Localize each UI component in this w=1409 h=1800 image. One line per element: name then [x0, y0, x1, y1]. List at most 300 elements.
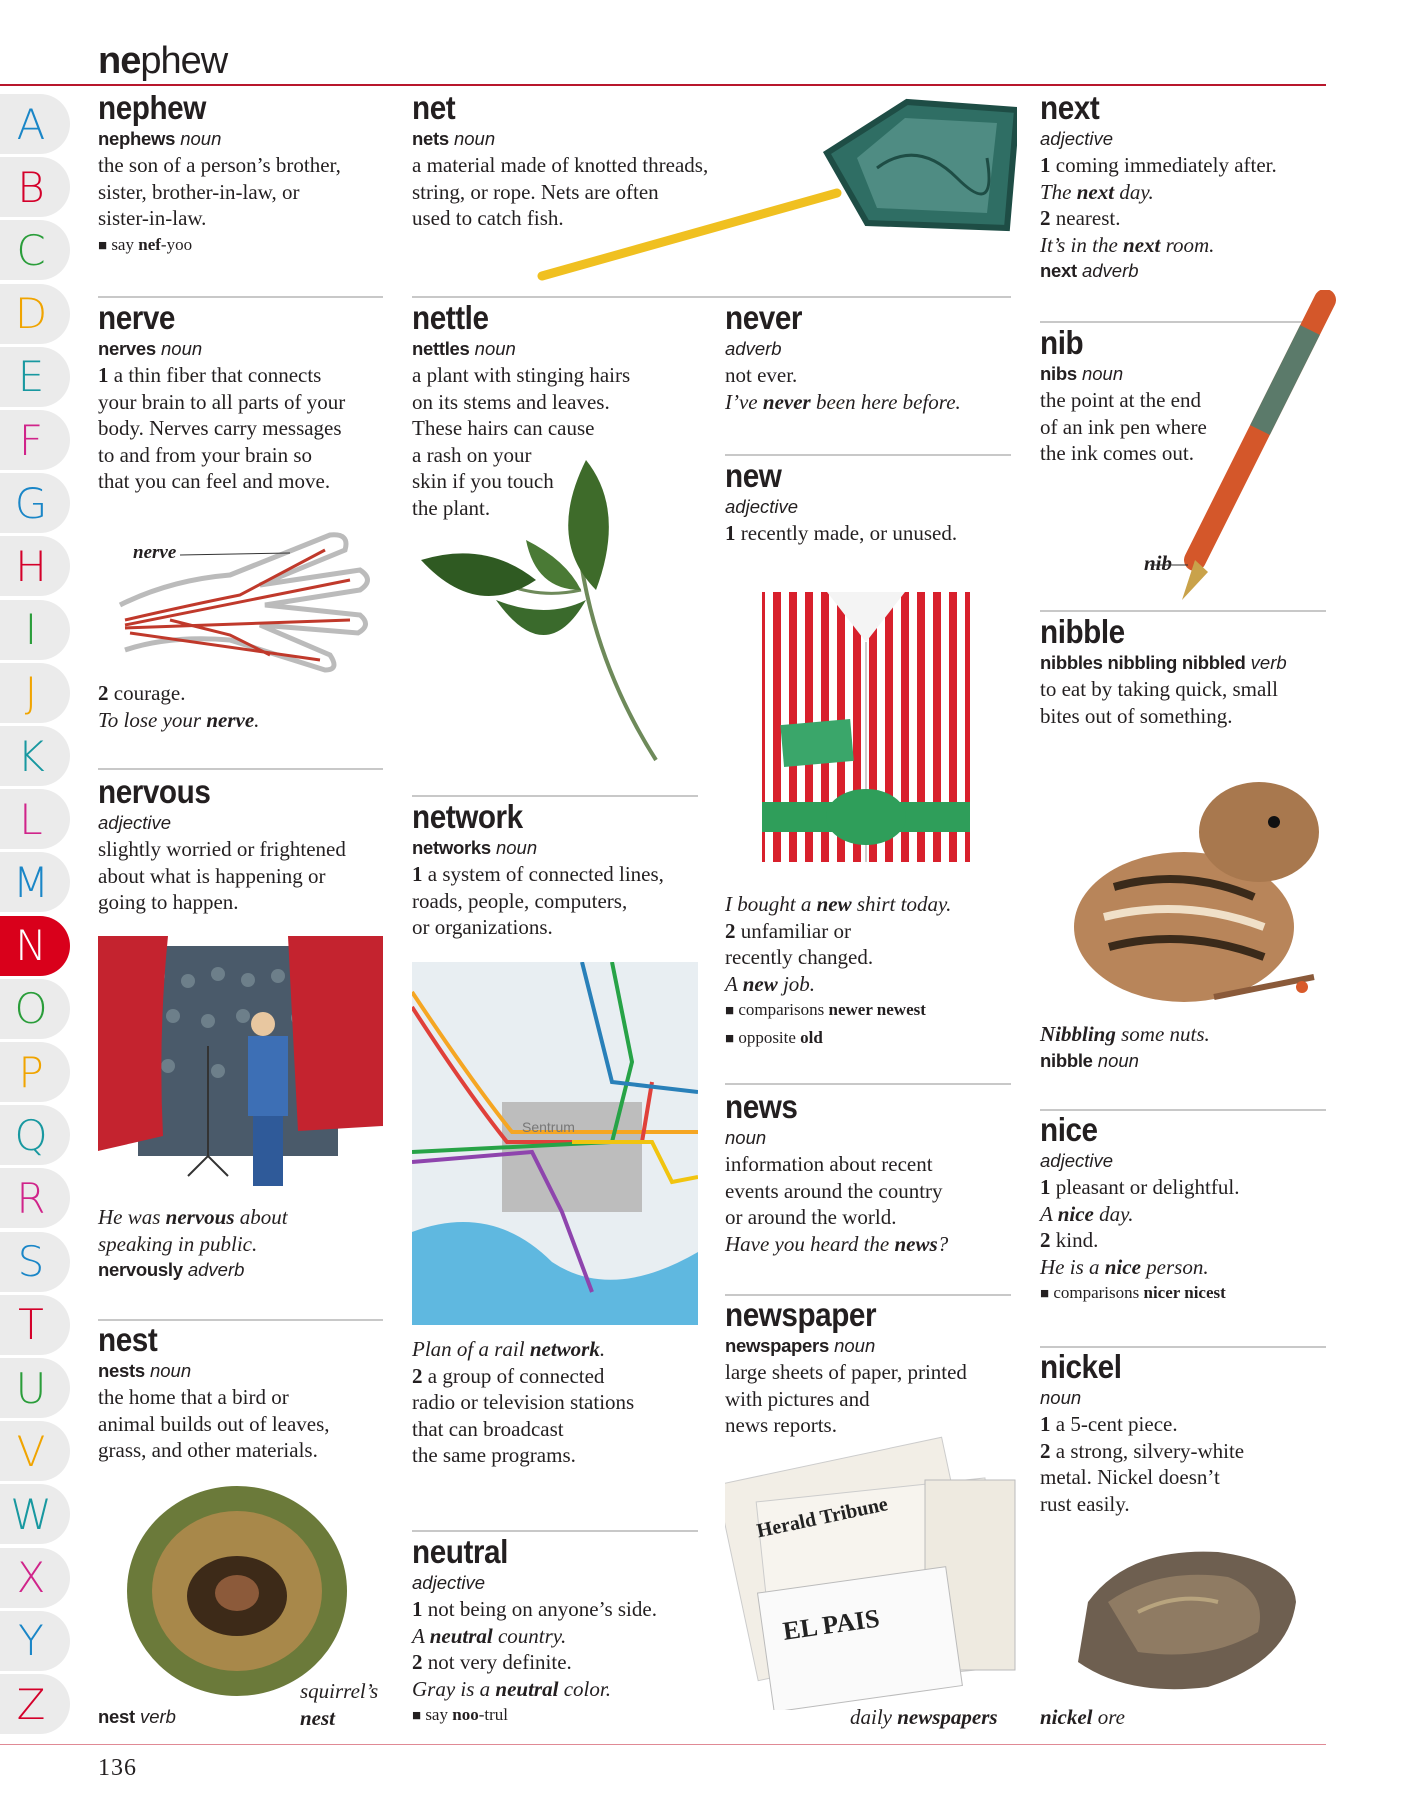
- entry-nice: [1040, 1112, 1340, 1308]
- divider: [98, 768, 383, 770]
- text-run: networks: [412, 837, 491, 858]
- definition-line: [1040, 1491, 1340, 1518]
- definition-line: [725, 336, 1025, 362]
- definition-line: [412, 861, 712, 888]
- text-run: nice: [1104, 1254, 1141, 1279]
- headword: nice: [1040, 1111, 1098, 1148]
- text-run: nickel: [1040, 1705, 1093, 1729]
- fountain-pen-image: [1120, 290, 1350, 610]
- entry-nervous-example: [98, 1204, 398, 1283]
- text-run: events around the country: [725, 1178, 943, 1203]
- text-run: verb: [1245, 652, 1287, 673]
- text-run: A: [725, 971, 743, 996]
- text-run: a system of connected lines,: [422, 862, 664, 886]
- text-run: comparisons: [1049, 1283, 1144, 1302]
- text-run: not very definite.: [422, 1650, 572, 1674]
- text-run: adjective: [412, 1572, 486, 1593]
- text-run: The: [1040, 179, 1077, 204]
- text-run: nest: [98, 1706, 135, 1727]
- text-run: noun: [155, 338, 203, 359]
- text-run: comparisons: [734, 1000, 829, 1019]
- definition-line: [412, 835, 712, 861]
- text-run: noun: [828, 1335, 876, 1356]
- text-run: 2: [1040, 1438, 1051, 1463]
- text-run: old: [800, 1027, 823, 1047]
- headword: nervous: [98, 773, 211, 810]
- entry-nervous: [98, 774, 398, 916]
- text-run: been here before.: [810, 389, 961, 414]
- text-run: radio or television stations: [412, 1390, 635, 1414]
- entry-nibble: [1040, 614, 1340, 729]
- text-run: metal. Nickel doesn’t: [1040, 1465, 1220, 1489]
- text-run: noun: [448, 128, 496, 149]
- definition-line: [1040, 1148, 1340, 1174]
- definition-line: [725, 1359, 1025, 1386]
- definition-line: [98, 442, 398, 469]
- headword: network: [412, 798, 523, 835]
- text-run: country.: [492, 1623, 567, 1648]
- text-run: new: [742, 971, 778, 996]
- tab-o[interactable]: O: [0, 979, 70, 1039]
- text-run: large sheets of paper, printed: [725, 1360, 967, 1384]
- tab-m[interactable]: M: [0, 852, 70, 912]
- text-run: adjective: [98, 812, 172, 833]
- tab-a[interactable]: A: [0, 94, 70, 154]
- headword: never: [725, 299, 803, 336]
- definition-line: [412, 888, 712, 915]
- tab-i[interactable]: I: [0, 600, 70, 660]
- text-run: string, or rope. Nets are often: [412, 179, 659, 204]
- tab-q[interactable]: Q: [0, 1105, 70, 1165]
- definition-line: [725, 520, 1025, 547]
- definition-line: [98, 415, 398, 442]
- entry-nickel: [1040, 1349, 1340, 1517]
- text-run: These hairs can cause: [412, 416, 595, 440]
- headword: nettle: [412, 299, 489, 336]
- entry-new: [725, 458, 1025, 547]
- text-run: courage.: [108, 681, 186, 705]
- text-run: noun: [144, 1360, 192, 1381]
- text-run: ?: [937, 1231, 949, 1256]
- text-run: skin if you touch: [412, 469, 554, 493]
- definition-line: [98, 863, 398, 890]
- text-run: a material made of knotted threads,: [412, 153, 709, 177]
- tab-f[interactable]: F: [0, 410, 70, 470]
- text-run: the plant.: [412, 495, 491, 520]
- definition-line: [725, 997, 1025, 1025]
- definition-line: [1040, 1048, 1340, 1074]
- text-run: ore: [1092, 1705, 1125, 1729]
- text-run: adverb: [1076, 260, 1139, 281]
- divider: [725, 454, 1011, 456]
- text-run: A: [1040, 1201, 1058, 1226]
- tab-w[interactable]: W: [0, 1484, 70, 1544]
- chipmunk-image: [1034, 757, 1324, 1019]
- definition-line: [725, 1231, 1025, 1258]
- text-run: that you can feel and move.: [98, 469, 331, 493]
- headword: nickel: [1040, 1348, 1122, 1385]
- definition-line: [1040, 703, 1340, 730]
- text-run: nephews: [98, 128, 176, 149]
- text-run: bites out of something.: [1040, 703, 1233, 728]
- text-run: the same programs.: [412, 1443, 576, 1467]
- text-run: news reports.: [725, 1413, 837, 1437]
- text-run: going to happen.: [98, 890, 239, 914]
- text-run: nettles: [412, 338, 470, 359]
- text-run: A: [412, 1623, 430, 1648]
- text-run: 1: [1040, 1412, 1051, 1436]
- definition-line: [1040, 205, 1340, 232]
- text-run: the home that a bird or: [98, 1385, 289, 1409]
- text-run: of an ink pen where: [1040, 414, 1207, 439]
- text-run: recently made, or unused.: [735, 521, 958, 545]
- definition-line: [725, 891, 1025, 918]
- definition-line: [725, 1178, 1025, 1205]
- text-run: a rash on your: [412, 442, 532, 467]
- headword: nib: [1040, 324, 1084, 361]
- definition-line: [412, 914, 712, 941]
- entry-nerve-sense-2: [98, 680, 398, 733]
- text-run: the ink comes out.: [1040, 441, 1194, 465]
- definition-line: [98, 810, 398, 836]
- text-run: noo: [452, 1705, 479, 1724]
- text-run: -trul: [478, 1705, 508, 1724]
- definition-line: [412, 389, 712, 416]
- text-run: I bought a: [725, 892, 817, 916]
- definition-line: [98, 126, 398, 152]
- text-run: animal builds out of leaves,: [98, 1411, 330, 1436]
- text-run: shirt today.: [851, 892, 952, 916]
- definition-line: [98, 152, 398, 179]
- text-run: say: [107, 234, 139, 254]
- definition-line: [725, 362, 1025, 389]
- bullet-square-icon: ■: [98, 237, 108, 254]
- text-run: next: [1040, 260, 1077, 281]
- text-run: never: [762, 389, 811, 414]
- text-run: with pictures and: [725, 1386, 870, 1411]
- footer-rule: [0, 1744, 1326, 1745]
- tab-z[interactable]: Z: [0, 1674, 70, 1734]
- text-run: noun: [490, 837, 538, 858]
- text-run: information about recent: [725, 1152, 933, 1176]
- text-run: slightly worried or frightened: [98, 837, 346, 861]
- text-run: nests: [98, 1360, 145, 1381]
- headword: neutral: [412, 1533, 508, 1570]
- running-head-rest: phew: [140, 40, 228, 82]
- text-run: nearest.: [1050, 206, 1121, 230]
- text-run: some nuts.: [1115, 1022, 1210, 1046]
- definition-line: [300, 1705, 390, 1732]
- definition-line: [412, 1442, 712, 1469]
- definition-line: [725, 1151, 1025, 1178]
- tab-g[interactable]: G: [0, 473, 70, 533]
- text-run: about: [234, 1205, 288, 1229]
- definition-line: [1040, 179, 1340, 206]
- definition-line: [412, 1596, 712, 1623]
- text-run: a thin fiber that connects: [108, 363, 322, 387]
- text-run: He is a: [1040, 1254, 1105, 1279]
- definition-line: [98, 179, 398, 206]
- tab-u[interactable]: U: [0, 1358, 70, 1418]
- text-run: adjective: [725, 496, 799, 517]
- text-run: nerve: [206, 707, 255, 732]
- nerve-hand-illustration: [110, 525, 375, 685]
- definition-line: [1040, 1438, 1340, 1465]
- definition-line: [725, 1125, 1025, 1151]
- text-run: color.: [558, 1676, 611, 1701]
- bullet-square-icon: ■: [725, 1003, 735, 1019]
- tab-s[interactable]: S: [0, 1232, 70, 1292]
- text-run: 1: [98, 363, 109, 387]
- definition-line: [412, 415, 712, 442]
- divider: [1040, 610, 1326, 612]
- text-run: a plant with stinging hairs: [412, 363, 631, 387]
- definition-line: [725, 918, 1025, 945]
- text-run: daily: [850, 1705, 898, 1729]
- text-run: nib: [1144, 551, 1173, 575]
- tab-r[interactable]: R: [0, 1168, 70, 1228]
- definition-line: [1040, 1411, 1340, 1438]
- definition-line: [1040, 1704, 1340, 1731]
- entry-next: [1040, 90, 1340, 284]
- definition-line: [98, 205, 398, 232]
- text-run: adjective: [1040, 1150, 1114, 1171]
- definition-line: [98, 1231, 398, 1258]
- text-run: the point at the end: [1040, 388, 1201, 412]
- definition-line: [98, 336, 398, 362]
- entry-never: [725, 300, 1025, 415]
- headword: nephew: [98, 89, 206, 126]
- definition-line: [412, 336, 712, 362]
- headword: newspaper: [725, 1296, 877, 1333]
- text-run: It’s in the: [1040, 232, 1124, 257]
- tab-y[interactable]: Y: [0, 1611, 70, 1671]
- definition-line: [1040, 232, 1340, 259]
- bullet-square-icon: ■: [725, 1030, 735, 1047]
- entry-nephew: [98, 90, 398, 259]
- definition-line: [412, 1623, 712, 1650]
- text-run: body. Nerves carry messages: [98, 416, 342, 440]
- definition-line: [412, 1570, 712, 1596]
- tab-t[interactable]: T: [0, 1295, 70, 1355]
- divider: [98, 296, 383, 298]
- text-run: new: [816, 892, 852, 916]
- text-run: day.: [1093, 1201, 1134, 1226]
- headword: nibble: [1040, 613, 1125, 650]
- tab-j[interactable]: J: [0, 663, 70, 723]
- tab-d[interactable]: D: [0, 284, 70, 344]
- text-run: sister, brother-in-law, or: [98, 179, 300, 204]
- entry-nerve: [98, 300, 398, 495]
- text-run: adverb: [725, 338, 782, 359]
- headword: next: [1040, 89, 1100, 126]
- text-run: neutral: [495, 1676, 559, 1701]
- text-run: say: [421, 1705, 453, 1724]
- text-run: or organizations.: [412, 915, 553, 939]
- divider: [412, 1530, 698, 1532]
- text-run: squirrel’s: [300, 1679, 379, 1703]
- entry-new-sense-2: [725, 891, 1025, 1052]
- definition-line: [98, 1411, 398, 1438]
- text-run: 1: [412, 862, 423, 886]
- definition-line: [1040, 1280, 1340, 1308]
- text-run: noun: [469, 338, 516, 359]
- tab-b[interactable]: B: [0, 157, 70, 217]
- text-run: adjective: [1040, 128, 1114, 149]
- text-run: noun: [1092, 1049, 1139, 1071]
- divider: [725, 1083, 1011, 1085]
- text-run: nibbles nibbling nibbled: [1040, 652, 1246, 673]
- definition-line: [1040, 152, 1340, 179]
- tab-h[interactable]: H: [0, 536, 70, 596]
- text-run: Plan of a rail: [412, 1337, 530, 1361]
- text-run: kind.: [1050, 1228, 1099, 1252]
- text-run: opposite: [734, 1027, 801, 1047]
- text-run: nervously: [98, 1259, 183, 1280]
- text-run: 2: [412, 1363, 423, 1388]
- text-run: news: [894, 1231, 938, 1256]
- text-run: the son of a person’s brother,: [98, 153, 341, 177]
- definition-line: [725, 944, 1025, 971]
- text-run: not ever.: [725, 363, 798, 387]
- definition-line: [725, 494, 1025, 520]
- headword: new: [725, 457, 782, 494]
- definition-line: [98, 1358, 398, 1384]
- definition-line: [725, 1025, 1025, 1053]
- tab-v[interactable]: V: [0, 1421, 70, 1481]
- text-run: not being on anyone’s side.: [422, 1597, 657, 1621]
- text-run: newspapers: [725, 1335, 829, 1356]
- definition-line: [1040, 1021, 1340, 1048]
- text-run: job.: [777, 971, 816, 996]
- striped-shirt-image: [757, 572, 975, 866]
- definition-line: [1040, 126, 1340, 152]
- text-run: nest: [300, 1705, 336, 1730]
- text-run: day.: [1114, 179, 1154, 204]
- text-run: nicer nicest: [1143, 1283, 1226, 1302]
- page-number: 136: [98, 1755, 137, 1781]
- text-run: next: [1076, 179, 1115, 204]
- text-run: 1: [725, 521, 736, 545]
- text-run: nef: [138, 234, 161, 254]
- text-run: to eat by taking quick, small: [1040, 677, 1278, 701]
- text-run: person.: [1140, 1254, 1209, 1279]
- text-run: Gray is a: [412, 1676, 496, 1701]
- text-run: Have you heard the: [725, 1231, 895, 1256]
- entry-network-sense-2: [412, 1336, 712, 1469]
- header-rule: [0, 84, 1326, 86]
- definition-line: [1040, 676, 1340, 703]
- definition-line: [1040, 1227, 1340, 1254]
- text-run: verb: [134, 1706, 176, 1727]
- tab-x[interactable]: X: [0, 1548, 70, 1608]
- entry-nest: [98, 1322, 398, 1464]
- definition-line: [725, 1386, 1025, 1413]
- definition-line: [412, 1416, 712, 1443]
- tab-k[interactable]: K: [0, 726, 70, 786]
- definition-line: [98, 1437, 398, 1464]
- entry-newspaper: [725, 1297, 1025, 1439]
- entry-network: [412, 799, 712, 941]
- tab-p[interactable]: P: [0, 1042, 70, 1102]
- definition-line: [98, 1384, 398, 1411]
- text-run: coming immediately after.: [1050, 153, 1277, 177]
- definition-line: [412, 1389, 712, 1416]
- text-run: on its stems and leaves.: [412, 389, 610, 414]
- tab-n[interactable]: N: [0, 916, 70, 976]
- definition-line: [412, 1649, 712, 1676]
- definition-line: [412, 1363, 712, 1390]
- divider: [412, 795, 698, 797]
- text-run: unfamiliar or: [735, 918, 851, 943]
- text-run: grass, and other materials.: [98, 1438, 318, 1462]
- bullet-square-icon: ■: [1040, 1286, 1050, 1302]
- definition-line: [98, 1257, 398, 1283]
- text-run: a 5-cent piece.: [1050, 1412, 1178, 1436]
- nervous-speaker-illustration: [98, 936, 383, 1196]
- nest-image: [121, 1478, 353, 1704]
- text-run: Nibbling: [1040, 1022, 1116, 1046]
- text-run: I’ve: [725, 389, 763, 414]
- definition-line: [1040, 1385, 1340, 1411]
- nettle-image: [416, 450, 678, 762]
- definition-line: [98, 889, 398, 916]
- definition-line: [1040, 1464, 1340, 1491]
- text-run: .: [254, 707, 260, 732]
- text-run: recently changed.: [725, 945, 874, 969]
- text-run: 2: [1040, 206, 1051, 230]
- definition-line: [98, 389, 398, 416]
- text-run: next: [1123, 232, 1161, 257]
- tab-l[interactable]: L: [0, 789, 70, 849]
- fishing-net-image: [537, 98, 1017, 288]
- definition-line: [725, 389, 1025, 416]
- headword: nest: [98, 1321, 158, 1358]
- newspapers-image: [725, 1420, 1022, 1710]
- entry-nibble-example: [1040, 1021, 1340, 1074]
- definition-line: [1040, 258, 1340, 284]
- definition-line: [98, 362, 398, 389]
- headword: net: [412, 89, 456, 126]
- text-run: about what is happening or: [98, 863, 326, 888]
- text-run: To lose your: [98, 707, 207, 732]
- text-run: nibs: [1040, 363, 1077, 384]
- text-run: 1: [412, 1597, 423, 1621]
- text-run: room.: [1160, 232, 1215, 257]
- text-run: -yoo: [160, 234, 193, 254]
- text-run: 2: [1040, 1228, 1051, 1252]
- text-run: newspapers: [897, 1705, 998, 1729]
- definition-line: [412, 1702, 712, 1730]
- text-run: nervous: [165, 1205, 235, 1229]
- nickel-caption: [1040, 1704, 1340, 1731]
- headword: news: [725, 1088, 798, 1125]
- definition-line: [725, 971, 1025, 998]
- text-run: used to catch fish.: [412, 206, 564, 230]
- text-run: that can broadcast: [412, 1416, 564, 1441]
- tab-e[interactable]: E: [0, 347, 70, 407]
- text-run: nerves: [98, 338, 156, 359]
- text-run: pleasant or delightful.: [1050, 1175, 1240, 1199]
- definition-line: [98, 836, 398, 863]
- text-run: newer newest: [828, 1000, 926, 1019]
- tab-c[interactable]: C: [0, 220, 70, 280]
- text-run: 2: [412, 1650, 423, 1674]
- text-run: noun: [1040, 1387, 1082, 1408]
- running-head-bold: ne: [98, 40, 141, 82]
- text-run: roads, people, computers,: [412, 888, 628, 913]
- definition-line: [412, 362, 712, 389]
